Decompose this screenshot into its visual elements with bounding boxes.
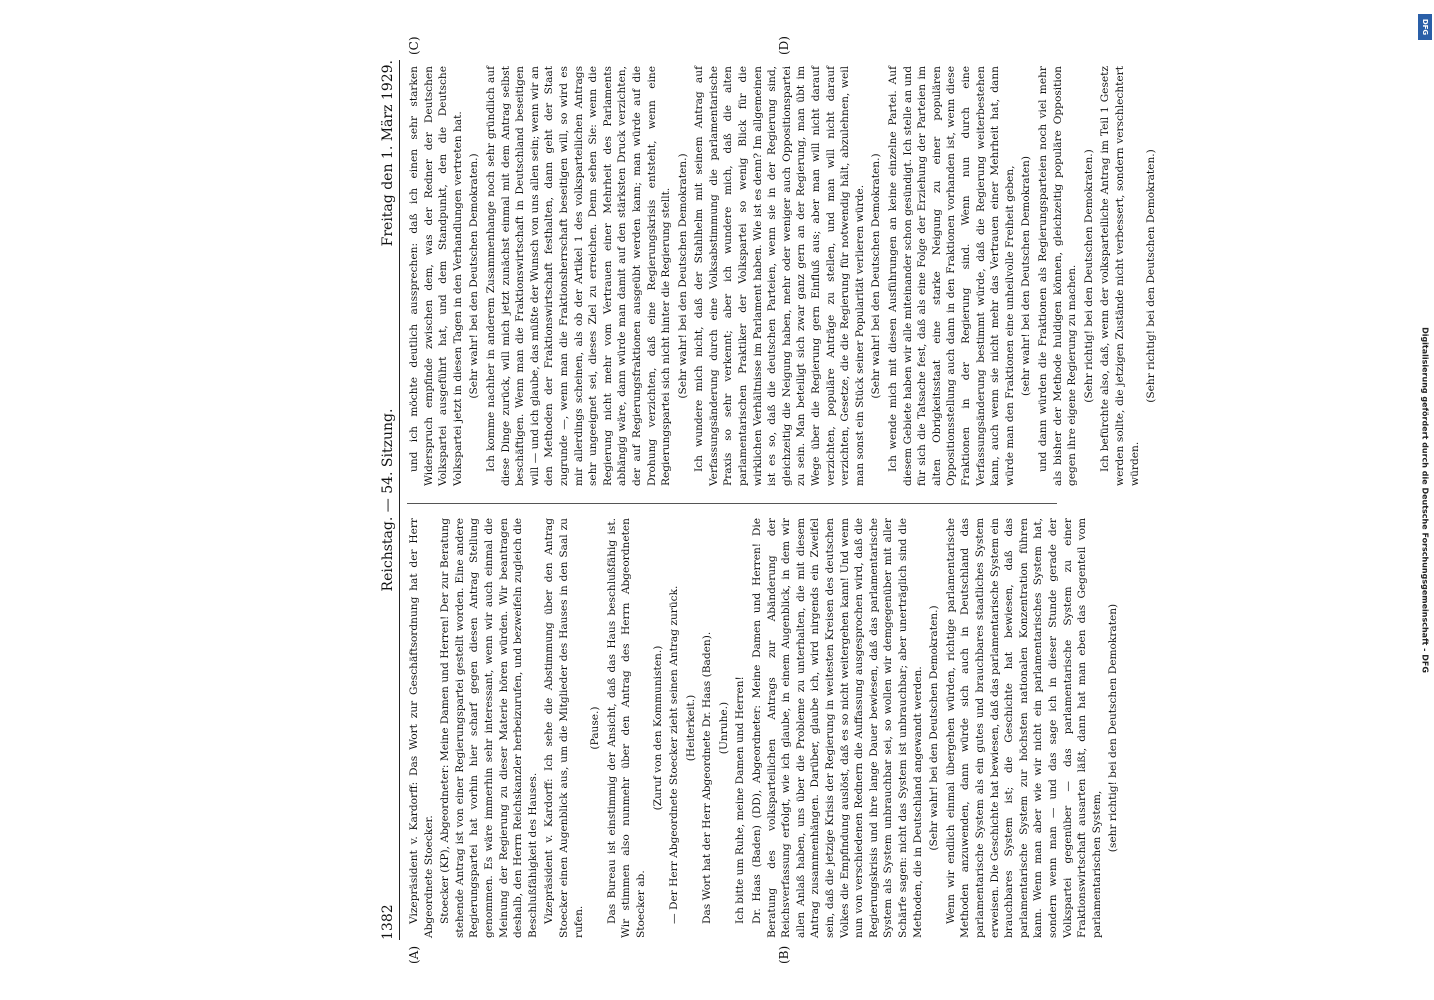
- margin-mark-d: (D): [777, 36, 791, 55]
- interjection: (Pause.): [589, 706, 602, 750]
- paragraph: Ich komme nachher in anderem Zusammenhange noch sehr gründlich auf diese Dinge zurück, will mich jetzt zunächst einmal mit dem Antrag selbst beschäftigen. Wenn man die Fraktionswirtschaft in Deutschland beseitigen will — und ich glaube, das müßte der Wunsch von uns allen sein; wenn wir an den Methoden der Fraktionswirtschaft festhalten, dann geht der Staat zugrunde —, wenn man die Fraktionsherrschaft beseitigen will, so wird es mir allerdings scheinen, als ob der Artikel 1 des volksparteilichen Antrags sehr ungeeignet sei, dieses Ziel zu erreichen. Denn sehen Sie: wenn die Regierung nicht mehr vom Vertrauen einer Mehrheit des Parlaments abhängig wäre, dann würde man damit auf den stärksten Druck verzichten, der auf Regierungsfraktionen ausgeübt werden kann; man würde auf die Drohung verzichten, daß eine Regierungskrisis entsteht, wenn eine Regierungspartei sich nicht hinter die Regierung stellt.: [484, 66, 673, 486]
- session-date: Freitag den 1. März 1929.: [380, 60, 396, 247]
- paragraph: und ich möchte deutlich aussprechen: daß ich einen sehr starken Widerspruch empfinde zwischen dem, was der Redner der Deutschen Volkspartei ausgeführt hat, und dem Standpunkt, den die Deutsche Volkspartei jetzt in diesen Tagen in den Verhandlungen vertreten hat.: [408, 66, 464, 486]
- dfg-logo: DFG: [1418, 14, 1432, 40]
- interjection: (Zuruf von den Kommunisten.): [651, 645, 664, 811]
- digitization-sidebar: [1418, 10, 1432, 990]
- paragraph: und dann würden die Fraktionen als Regierungsparteien noch viel mehr als bisher der Methode huldigen können, gleichzeitig populäre Opposition gegen ihre eigene Regierung zu machen.: [1036, 66, 1079, 486]
- paragraph: Ich wende mich mit diesen Ausführungen an keine einzelne Partei. Auf diesem Gebiete haben wir alle miteinander schon gesündigt. Ich stelle an und für sich die Tatsache fest, daß als eine Folge der Erziehung der Parteien im alten Obrigkeitsstaat eine starke Neigung zu einer populären Oppositionsstellung auch dann in den Fraktionen vorhanden ist, wenn diese Fraktionen in der Regierung sind. Wenn nun durch eine Verfassungsänderung bestimmt würde, daß die Regierung weiterbestehen kann, auch wenn sie nicht mehr das Vertrauen einer Mehrheit hat, dann würde man den Fraktionen eine unheilvolle Freiheit geben,: [887, 66, 1016, 486]
- margin-mark-a: (A): [407, 945, 421, 964]
- rotated-page: [367, 0, 1158, 1000]
- interjection: (Heiterkeit.): [684, 694, 697, 762]
- interjection: (Sehr wahr! bei den Deutschen Demokraten.): [676, 153, 689, 399]
- paragraph: Vizepräsident v. Kardorff: Ich sehe die Abstimmung über den Antrag Stoecker einen Augenblick aus, um die Mitglieder des Hauses in den Saal zu rufen.: [543, 518, 585, 938]
- session-title: Reichstag. — 54. Sitzung.: [380, 408, 396, 592]
- column-divider: [407, 503, 1057, 504]
- interjection: (Sehr richtig! bei den Deutschen Demokraten.): [1082, 149, 1095, 403]
- paragraph: Ich bitte um Ruhe, meine Damen und Herren!: [734, 676, 747, 924]
- digitization-note: Digitalisierung gefördert durch die Deutsche Forschungsgemeinschaft - DFG: [1420, 327, 1430, 673]
- left-text-column: [407, 518, 1123, 938]
- right-text-column: [407, 66, 1161, 486]
- paragraph: Ich wundere mich nicht, daß der Stahlhelm mit seinem Antrag auf Verfassungsänderung durch eine Volksabstimmung die parlamentarische Praxis so sehr verkennt; aber ich wundere mich, daß die alten parlamentarischen Praktiker der Volkspartei so wenig Blick für die wirklichen Verhältnisse im Parlament haben. Wie ist es denn? Im allgemeinen ist es so, daß die deutschen Parteien, wenn sie in der Regierung sind, gleichzeitig die Neigung haben, mehr oder weniger auch Oppositionspartei zu sein. Man beteiligt sich zwar ganz gern an der Regierung, man übt im Wege über die Regierung gern Einfluß aus; aber man will nicht darauf verzichten, populäre Anträge zu stellen, und man will nicht darauf verzichten, Gesetze, die die Regierung für notwendig hält, abzulehnen, weil man sonst ein Stück seiner Popularität verlieren würde.: [693, 66, 866, 486]
- paragraph: Ich befürchte also, daß, wenn der volksparteiliche Antrag im Teil 1 Gesetz werden sollte, die jetzigen Zustände nicht verbessert, sondern verschlechtert würden.: [1099, 66, 1141, 486]
- paragraph: — Der Herr Abgeordnete Stoecker zieht seinen Antrag zurück.: [668, 585, 681, 924]
- margin-mark-c: (C): [407, 36, 421, 55]
- paragraph: Vizepräsident v. Kardorff: Das Wort zur Geschäftsordnung hat der Herr Abgeordnete Stoecker.: [408, 518, 435, 938]
- interjection: (Unruhe.): [717, 701, 730, 755]
- page-number: 1382: [380, 904, 396, 940]
- paragraph: Dr. Haas (Baden) (DD), Abgeordneter: Meine Damen und Herren! Die Beratung des volksparteilichen Antrags zur Abänderung der Reichsverfassung erfolgt, wie ich glaube, in einem Augenblick, in dem wir allen Anlaß haben, uns über die Probleme zu unterhalten, die mit diesem Antrag zusammenhängen. Darüber, glaube ich, wird nirgends ein Zweifel sein, daß die jetzige Krisis der Regierung in weitesten Kreisen des deutschen Volkes die Empfindung auslöst, daß es so nicht weitergehen kann! Und wenn nun von verschiedenen Rednern die Auffassung ausgesprochen wird, daß die Regierungskrisis und ihre lange Dauer bewiesen, daß das parlamentarische System als System unbrauchbar sei, so wollen wir demgegenüber mit aller Schärfe sagen: nicht das System ist unbrauchbar; aber unerträglich sind die Methoden, die in Deutschland angewandt werden.: [751, 518, 924, 938]
- interjection: (sehr wahr! bei den Deutschen Demokraten): [1020, 156, 1033, 396]
- paragraph: Das Wort hat der Herr Abgeordnete Dr. Haas (Baden).: [701, 631, 714, 924]
- margin-mark-b: (B): [777, 945, 791, 964]
- paragraph: Stoecker (KP), Abgeordneter: Meine Damen und Herren! Der zur Beratung stehende Antrag ist von einer Regierungspartei gestellt worden. Eine andere Regierungspartei hat vorhin hier scharf gegen diesen Antrag Stellung genommen. Es wäre immerhin sehr interessant, wenn wir auch einmal die Meinung der Regierung zu dieser Materie hören würden. Wir beantragen deshalb, den Herrn Reichskanzler herbeizurufen, und bezweifeln zugleich die Beschlußfähigkeit des Hauses.: [439, 518, 539, 938]
- interjection: (Sehr wahr! bei den Deutschen Demokraten.): [928, 605, 941, 851]
- paragraph: Wenn wir endlich einmal übergehen würden, richtige parlamentarische Methoden anzuwenden, dann würde sich auch in Deutschland das parlamentarische System als ein gutes und brauchbares staatliches System erweisen. Die Geschichte hat bewiesen, daß das parlamentarische System ein brauchbares System ist; die Geschichte hat bewiesen, daß das parlamentarische System zur höchsten nationalen Konzentration führen kann. Wenn man aber wie wir nicht ein parlamentarisches System hat, sondern wenn man — und das sage ich in dieser Stunde gerade der Volkspartei gegenüber — das parlamentarische System zu einer Fraktionswirtschaft ausarten läßt, dann hat man eben das Gegenteil vom parlamentarischen System,: [944, 517, 1103, 938]
- interjection: (Sehr wahr! bei den Deutschen Demokraten.): [870, 153, 883, 399]
- interjection: (sehr richtig! bei den Deutschen Demokraten): [1107, 603, 1120, 853]
- interjection: (Sehr wahr! bei den Deutschen Demokraten.): [468, 153, 481, 399]
- page-header: [377, 60, 400, 940]
- interjection: (Sehr richtig! bei den Deutschen Demokraten.): [1145, 149, 1158, 403]
- paragraph: Das Bureau ist einstimmig der Ansicht, daß das Haus beschlußfähig ist. Wir stimmen also nunmehr über den Antrag des Herrn Abgeordneten Stoecker ab.: [605, 518, 647, 938]
